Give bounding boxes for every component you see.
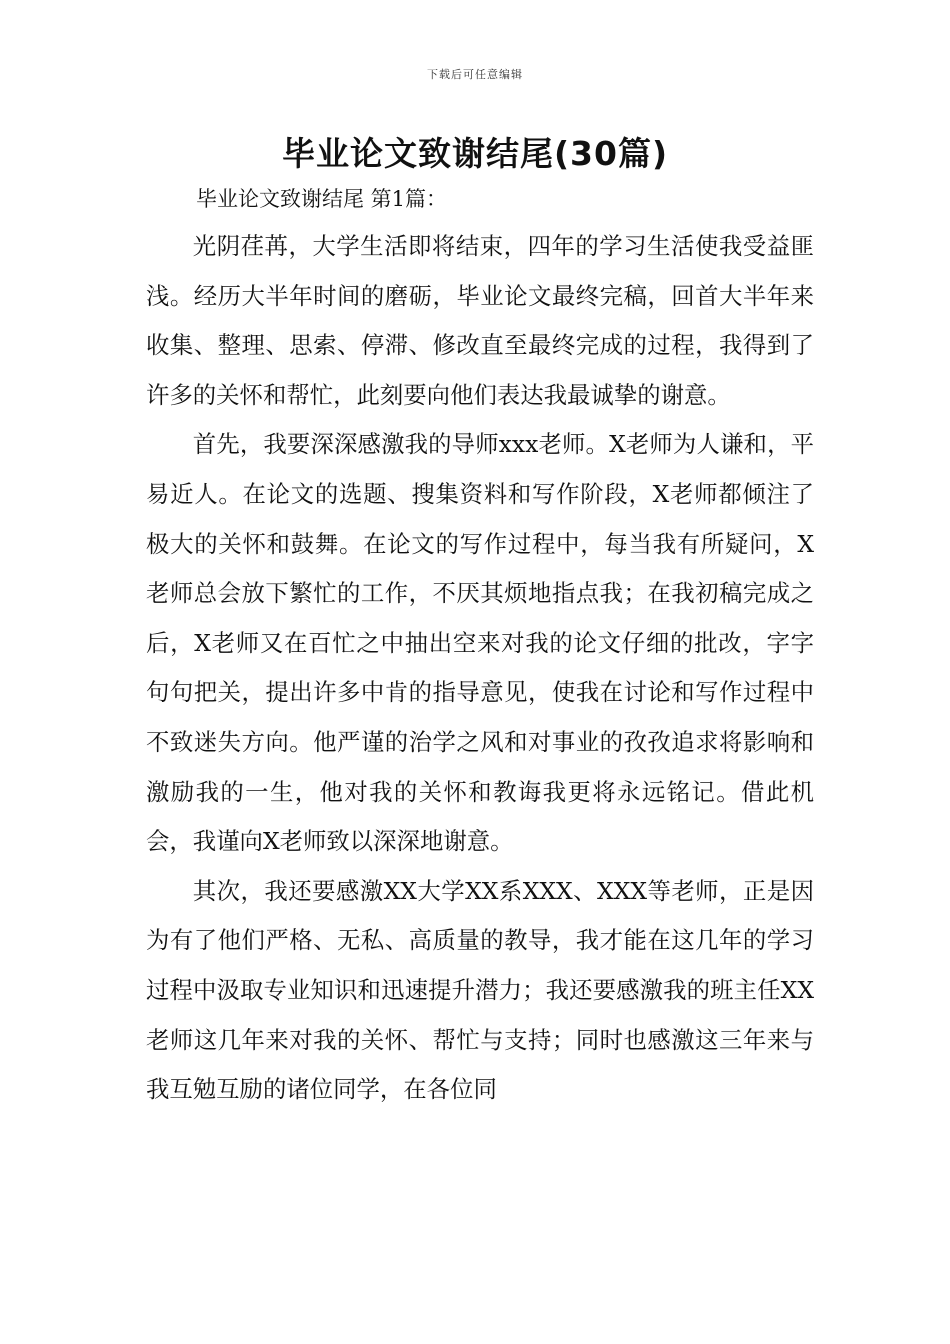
paragraph: 其次，我还要感激XX大学XX系XXX、XXX等老师，正是因为有了他们严格、无私、高质量的教导，我才能在这几年的学习过程中汲取专业知识和迅速提升潜力；我还要感激我的班主任XX老师这几年来对我的关怀、帮忙与支持；同时也感激这三年来与我互勉互励的诸位同学，在各位同: [146, 876, 814, 1104]
paragraph: 首先，我要深深感激我的导师xxx老师。X老师为人谦和，平易近人。在论文的选题、搜集资料和写作阶段，X老师都倾注了极大的关怀和鼓舞。在论文的写作过程中，每当我有所疑问，X老师总会放下繁忙的工作，不厌其烦地指点我；在我初稿完成之后，X老师又在百忙之中抽出空来对我的论文仔细的批改，字字句句把关，提出许多中肯的指导意见，使我在讨论和写作过程中不致迷失方向。他严谨的治学之风和对事业的孜孜追求将影响和激励我的一生，他对我的关怀和教诲我更将永远铭记。借此机会，我谨向X老师致以深深地谢意。: [146, 430, 814, 856]
document-title: 毕业论文致谢结尾(30篇): [281, 134, 669, 173]
paragraph: 光阴荏苒，大学生活即将结束，四年的学习生活使我受益匪浅。经历大半年时间的磨砺，毕业论文最终完稿，回首大半年来收集、整理、思索、停滞、修改直至最终完成的过程，我得到了许多的关怀和帮忙，此刻要向他们表达我最诚挚的谢意。: [146, 232, 814, 409]
section-subheading: 毕业论文致谢结尾 第1篇：: [196, 187, 448, 211]
body-text: [146, 222, 814, 1115]
header-note: 下载后可任意编辑: [427, 68, 523, 81]
